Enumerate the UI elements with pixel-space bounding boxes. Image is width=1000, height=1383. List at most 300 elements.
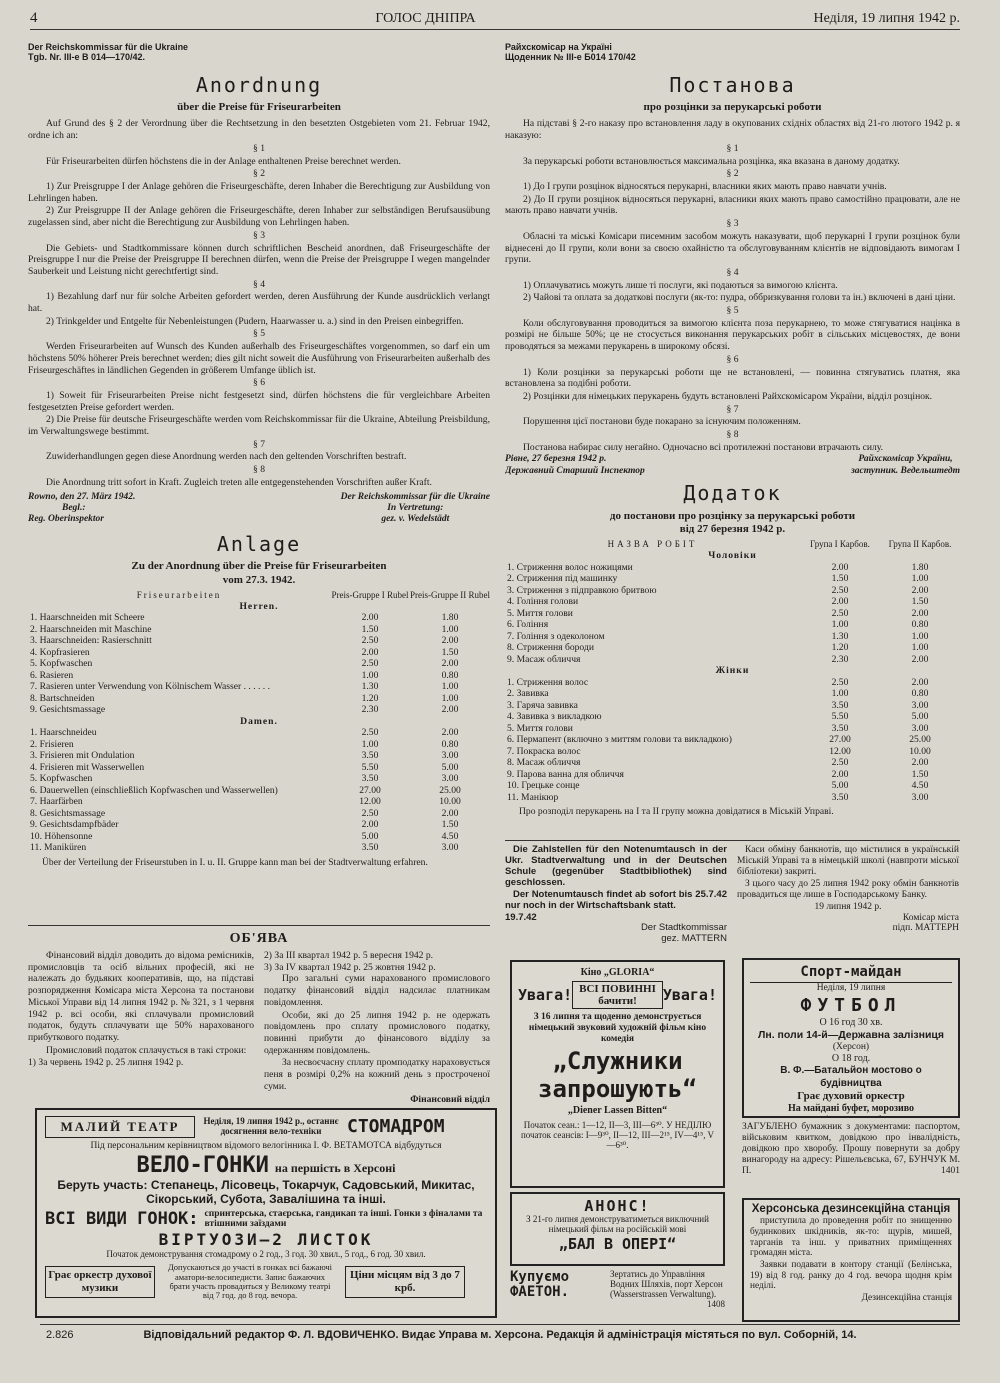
ukrainian-order-column — [505, 42, 960, 837]
german-sig-commissioner: Der Reichskommissar für die Ukraine — [340, 491, 490, 502]
ukrainian-section-4: § 4 — [726, 266, 739, 278]
work-name-cell: 8. Bartschneiden — [30, 692, 95, 704]
table-row — [505, 792, 960, 804]
announcement-term: 3) За IV квартал 1942 р. 25 жовтня 1942 р. — [264, 961, 436, 973]
column-header-work: НАЗВА РОБІТ — [607, 539, 698, 550]
german-paragraph: 2) Zur Preisgruppe II der Anlage gehören die Friseurgeschäfte, deren Inhaber zur selbständigen Berufsausübung zugelassen sind, aber nicht die Berechtigung zur Ausbildung von Lehrlingen haben. — [28, 205, 490, 229]
disinfection-title: Херсонська дезинсекційна станція — [751, 1203, 951, 1215]
table-row — [505, 780, 960, 792]
announcement-text: Про загальні суми нарахованого промислового податку фінансовий відділ надсилає платникам повідомлення. — [264, 973, 490, 1008]
table-row — [28, 658, 490, 670]
announcement-text: Промисловий податок сплачується в такі строки: — [46, 1044, 247, 1056]
announcement-text: Особи, які до 25 липня 1942 р. не одержать повідомлень про сплату промислового податку, повинні прибути до фінансового відділу за одержанням повідомлень. — [264, 1009, 490, 1056]
anons-text: З 21-го липня демонструватиметься виключний німецький фільм на російській мові — [526, 1214, 709, 1235]
dodatok-table-body — [505, 550, 960, 803]
work-name-cell: 4. Завивка з викладкою — [507, 711, 602, 723]
dodatok-price-table — [505, 540, 960, 803]
work-name-cell: 9. Gesichtsdampfbäder — [30, 819, 119, 831]
german-paragraph: 2) Trinkgelder und Entgelte für Nebenleistungen (Pudern, Haarwasser u. a.) sind in den Preisen einbegriffen. — [46, 315, 464, 327]
price-cell: 5.00 — [831, 780, 849, 792]
price-cell: 2.00 — [831, 596, 849, 608]
lost-wallet-ad — [742, 1122, 960, 1194]
work-name-cell: 3. Frisieren mit Ondulation — [30, 750, 135, 762]
ukrainian-signature — [505, 454, 960, 477]
price-cell: 2.30 — [831, 653, 849, 665]
film-title-ukrainian: „Служники запрошують“ — [538, 1047, 697, 1103]
price-cell: 27.00 — [359, 784, 381, 796]
sport-buffet: На майдані буфет, морозиво — [787, 1103, 915, 1115]
race-times: Початок демонстрування стомадрому о 2 год., 3 год. 30 хвил., 5 год., 6 год. 30 хвил. — [106, 1249, 426, 1260]
table-row — [28, 819, 490, 831]
anons-film: „БАЛ В ОПЕРІ“ — [558, 1235, 677, 1254]
price-cell: 1.50 — [911, 596, 929, 608]
german-paragraph: 1) Bezahlung darf nur für solche Arbeiten gefordert werden, deren Ausführung der Kunde ausdrücklich verlangt hat. — [28, 291, 490, 315]
price-cell: 1.20 — [361, 692, 379, 704]
ukrainian-paragraph: Постанова набирає силу негайно. Одночасно всі протилежні постанови втрачають силу. — [523, 441, 883, 453]
phaeton-code: 1408 — [707, 1298, 725, 1309]
ukrainian-section-1: § 1 — [726, 142, 739, 154]
german-order-column — [28, 42, 490, 922]
column-header-work: Friseurarbeiten — [136, 589, 222, 600]
football-title: ФУТБОЛ — [800, 994, 902, 1016]
price-cell: 1.30 — [831, 630, 849, 642]
table-group-row — [505, 665, 960, 677]
ukrainian-sig-commissioner: Райхскомісар України, — [858, 454, 953, 465]
work-name-cell: 2. Haarschneiden mit Maschine — [30, 623, 152, 635]
sport-title: Спорт-майдан — [750, 964, 952, 983]
table-row — [505, 711, 960, 723]
sport-ad — [742, 958, 960, 1118]
ukrainian-issuer-number: Щоденник № III-е Б014 170/42 — [505, 52, 636, 63]
work-name-cell: 9. Масаж обличчя — [507, 653, 581, 665]
table-row — [28, 842, 490, 854]
exchange-ua-signature-name: підп. МАТТЕРН — [892, 923, 959, 934]
price-cell: 0.80 — [441, 738, 459, 750]
cinema-gloria-ad — [510, 960, 725, 1188]
german-paragraph: Die Anordnung tritt sofort in Kraft. Zugleich treten alle entgegenstehenden Vorschriften außer Kraft. — [46, 476, 432, 488]
price-cell: 1.00 — [361, 738, 379, 750]
table-row — [28, 693, 490, 705]
price-cell: 1.00 — [911, 630, 929, 642]
announcement-term: 1) За червень 1942 р. 25 липня 1942 р. — [28, 1057, 184, 1069]
ukrainian-issuer-line: Райхскомісар на Україні — [505, 42, 612, 52]
work-name-cell: 6. Гоління — [507, 619, 549, 631]
anlage-price-table — [28, 591, 490, 854]
work-name-cell: 5. Kopfwaschen — [30, 773, 93, 785]
work-name-cell: 8. Масаж обличчя — [507, 757, 581, 769]
german-paragraph: 1) Zur Preisgruppe I der Anlage gehören die Friseurgeschäfte, deren Inhaber die Berechtigung zur Ausbildung von Lehrlingen haben. — [28, 181, 490, 204]
price-cell: 1.50 — [441, 819, 459, 831]
work-name-cell: 10. Höhensonne — [30, 830, 93, 842]
work-name-cell: 2. Frisieren — [30, 738, 74, 750]
german-sig-certified: Begl.: — [62, 502, 86, 513]
race-date: Неділя, 19 липня 1942 р., останнє досягнення вело-техніки — [203, 1116, 339, 1136]
price-cell: 2.00 — [911, 653, 929, 665]
race-entry: Допускаються до участі в гонках всі бажаючі аматори-велосипедисти. Запис бажаючих брати участь провадиться у Великому театрі від 7 год. до 8 год. вечора. — [168, 1262, 332, 1301]
work-name-cell: 3. Haarschneiden: Rasierschnitt — [30, 635, 152, 647]
anlage-note: Über der Verteilung der Friseurstuben in I. u. II. Gruppe kann man bei der Stadtverwaltung erfahren. — [42, 856, 428, 868]
dodatok-title: Додаток — [683, 481, 782, 506]
must-see-box: ВСІ ПОВИННІ бачити! — [572, 981, 663, 1009]
work-name-cell: 1. Haarschneideu — [30, 727, 97, 739]
price-cell: 2.50 — [831, 757, 849, 769]
price-cell: 3.50 — [361, 842, 379, 854]
table-row — [505, 734, 960, 746]
table-row — [505, 769, 960, 781]
newspaper-title: ГОЛОС ДНІПРА — [375, 10, 476, 26]
table-row — [505, 757, 960, 769]
announcement-left — [28, 950, 254, 1105]
ukrainian-paragraph: 2) До II групи розцінок відносяться перукарні, власники яких мають право самостійно працювати, але не мають право навчати учнів. — [505, 193, 960, 217]
page-header — [30, 10, 960, 30]
exchange-de-signature-name: gez. MATTERN — [661, 933, 727, 945]
table-row — [505, 654, 960, 666]
work-name-cell: 7. Покраска волос — [507, 745, 581, 757]
exchange-notice — [505, 840, 960, 950]
table-group-row — [505, 550, 960, 562]
ukrainian-issuer — [505, 42, 960, 63]
table-header-row — [505, 540, 960, 550]
column-header-group-1: Група I Карбов. — [810, 539, 870, 550]
price-cell: 2.00 — [831, 561, 849, 573]
work-name-cell: 8. Стриження бороди — [507, 642, 594, 654]
work-name-cell: 3. Гаряча завивка — [507, 699, 578, 711]
anlage-table-body — [28, 601, 490, 854]
price-cell: 1.00 — [441, 681, 459, 693]
announcement-right — [264, 950, 490, 1105]
german-signature — [28, 492, 490, 526]
price-cell: 3.50 — [361, 750, 379, 762]
exchange-de-date: 19.7.42 — [505, 911, 537, 923]
work-name-cell: 7. Haarfärben — [30, 796, 83, 808]
price-cell: 2.00 — [361, 646, 379, 658]
price-cell: 3.50 — [361, 773, 379, 785]
price-cell: 0.80 — [911, 619, 929, 631]
disinfection-text: приступила до проведення робіт по знищенню будинкових шкідників, як-то: щурів, мишей, тарганів та інш. у приватних приміщеннях громадян міста. — [750, 1216, 952, 1259]
theatre-name: МАЛИЙ ТЕАТР — [45, 1116, 195, 1138]
ukrainian-paragraph: За перукарські роботи встановлюється максимальна розцінка, яка вказана в даному додатку. — [523, 155, 900, 167]
price-cell: 3.00 — [911, 699, 929, 711]
ukrainian-paragraph: Порушення цієї постанови буде покарано за існуючим положенням. — [523, 416, 801, 428]
table-row — [505, 631, 960, 643]
announcement-text: Фінансовий відділ доводить до відома ремісників, промисловців та осіб вільних професій, які не належать до будьяких кооперативів, що, на підставі розпорядження Комісара міста Херсона та постанови Міської Управи від 14 липня 1942 р. № 321, з 1 червня 1942 р. всі особи, які сплачували промисловий податок, будуть сплачувати ще 50% нарахованого прибуткового податку. — [28, 950, 254, 1043]
imprint: Відповідальний редактор Ф. Л. ВДОВИЧЕНКО. Видає Управа м. Херсона. Редакція й адміністрація містяться по вул. Соборній, 14. — [143, 1329, 857, 1341]
anons-title: АНОНС! — [584, 1197, 651, 1215]
work-name-cell: 9. Gesichtsmassage — [30, 704, 106, 716]
anons-ad — [510, 1192, 725, 1266]
ukrainian-paragraph: 1) Коли розцінки за перукарські роботи ще не встановлені, — повинна стягуватись платня, яка встановлена за подібні роботи. — [505, 366, 960, 390]
exchange-ua-date: 19 липня 1942 р. — [814, 901, 882, 912]
work-name-cell: 11. Манікюр — [507, 791, 559, 803]
table-row — [505, 619, 960, 631]
price-cell: 10.00 — [439, 796, 461, 808]
table-group-row — [28, 716, 490, 728]
exchange-de-signature: Der Stadtkommissar — [640, 922, 727, 934]
price-cell: 3.50 — [831, 699, 849, 711]
price-cell: 1.50 — [831, 573, 849, 585]
ukrainian-paragraph: Обласні та міські Комісари писемним засобом можуть наказувати, щоб перукарні I групи розцінок були віднесені до II групи, коли вони за своєю охайністю та обслуговуванням клієнтів не відповідають вимогам I групи. — [505, 230, 960, 266]
exchange-notice-german — [505, 845, 727, 945]
table-row — [28, 785, 490, 797]
price-cell: 5.00 — [441, 761, 459, 773]
ukrainian-order-title: Постанова — [669, 72, 796, 97]
dodatok-date: від 27 березня 1942 р. — [679, 523, 786, 536]
dodatok-subtitle: до постанови про розцінку за перукарські роботи — [609, 509, 856, 522]
race-kinds: спринтерська, стаєрська, гандикап та інші. Гонки з фіналами та втішними заїздами — [204, 1208, 483, 1230]
announcement-title: ОБ'ЯВА — [229, 931, 289, 946]
prices-box: Ціни місцям від 3 до 7 крб. — [345, 1266, 465, 1299]
work-name-cell: 4. Frisieren mit Wasserwellen — [30, 761, 145, 773]
orchestra-box: Грає оркестр духової музики — [45, 1266, 155, 1299]
price-cell: 5.50 — [361, 761, 379, 773]
race-kinds-title: ВСІ ВИДИ ГОНОК: — [45, 1209, 199, 1230]
cinema-text: З 16 липня та щоденно демонструється німецький звуковий художній фільм кіно комедія — [528, 1012, 707, 1045]
german-paragraph: Werden Friseurarbeiten auf Wunsch des Kunden außerhalb des Friseurgeschäftes vorgenommen, so darf ein um höchstens 50% höherer Preis berechnet werden; dies gilt nicht soweit die Ausführung von Friseurarbeiten außerhalb des Friseurgeschäftes in ländlichen Gegenden in größerem Umfange üblich ist. — [28, 341, 490, 376]
work-name-cell: 6. Dauerwellen (einschließlich Kopfwaschen und Wasserwellen) — [30, 784, 278, 796]
ukrainian-paragraph: 2) Розцінки для німецьких перукарень будуть встановлені Райхскомісаром України, відділ розцінок. — [523, 390, 933, 402]
work-name-cell: 1. Стриження волос — [507, 676, 589, 688]
price-cell: 12.00 — [359, 796, 381, 808]
price-cell: 2.50 — [831, 584, 849, 596]
tax-announcement — [28, 925, 490, 1105]
german-order-subtitle: über die Preise für Friseurarbeiten — [177, 101, 341, 114]
price-cell: 3.00 — [441, 773, 459, 785]
ukrainian-section-7: § 7 — [726, 403, 739, 415]
price-cell: 2.50 — [361, 727, 379, 739]
work-name-cell: 8. Gesichtsmassage — [30, 807, 106, 819]
velo-race-title: ВЕЛО-ГОНКИ — [136, 1152, 269, 1178]
ukrainian-sig-inspector: Державний Старший Інспектор — [505, 465, 645, 476]
ukrainian-intro: На підставі § 2-го наказу про встановлення ладу в окупованих східніх областях від 21-го лютого 1942 р. я наказую: — [505, 118, 960, 142]
table-row — [505, 585, 960, 597]
work-name-cell: 4. Гоління голови — [507, 596, 579, 608]
german-sig-place: Rowno, den 27. März 1942. — [28, 491, 136, 502]
announcement-term: 2) За III квартал 1942 р. 5 вересня 1942 р. — [264, 950, 434, 962]
table-row — [28, 670, 490, 682]
page-number: 4 — [30, 9, 38, 26]
price-cell: 2.00 — [361, 612, 379, 624]
table-row — [28, 704, 490, 716]
lost-wallet-text: ЗАГУБЛЕНО бумажник з документами: паспортом, військовим квитком, довідкою про інвалідність, довідкою про хворобу. Прошу повернути за добру винагороду на адресу: Рішельєвська, 67, БУНЧУК М. П. — [742, 1122, 960, 1176]
german-issuer-number: Tgb. Nr. III-e B 014—170/42. — [28, 52, 146, 63]
attention-left: Увага! — [518, 986, 573, 1005]
table-row — [28, 796, 490, 808]
ukrainian-paragraph: Коли обслуговування проводиться за вимогою клієнта поза перукарнею, то може стягуватися націнка в розмірі не більше 50%; це не стосується виконання перукарських робіт в сільських місцевостях, де вони проводяться за межами перукарень в широкому обсязі. — [505, 317, 960, 353]
price-cell: 3.00 — [441, 842, 459, 854]
german-paragraph: 2) Die Preise für deutsche Friseurgeschäfte werden vom Reichskommissar für die Ukraine, Abteilung Preisbildung, im Verwaltungswege bestimmt. — [28, 414, 490, 438]
column-header-group-2: Група II Карбов. — [888, 539, 952, 550]
german-paragraph: 1) Soweit für Friseurarbeiten Preise nicht festgesetzt sind, dürfen höchstens die für vergleichbare Arbeiten festgesetzten Preise gefordert werden. — [28, 389, 490, 413]
table-row — [28, 647, 490, 659]
disinfection-signature: Дезинсекційна станція — [861, 1293, 952, 1304]
group-label: Жінки — [715, 665, 750, 677]
price-cell: 2.00 — [441, 727, 459, 739]
german-paragraph: Für Friseurarbeiten dürfen höchstens die in der Anlage enthaltenen Preise berechnet werden. — [46, 155, 401, 167]
price-cell: 4.50 — [441, 830, 459, 842]
price-cell: 2.00 — [911, 757, 929, 769]
work-name-cell: 4. Kopfrasieren — [30, 646, 90, 658]
german-sig-name: gez. v. Wedelstädt — [381, 514, 450, 525]
price-cell: 2.00 — [911, 607, 929, 619]
price-cell: 1.50 — [361, 623, 379, 635]
table-row — [505, 562, 960, 574]
price-cell: 2.00 — [361, 819, 379, 831]
price-cell: 1.00 — [831, 688, 849, 700]
column-header-group-2: Preis-Gruppe II Rubel — [410, 589, 490, 600]
work-name-cell: 5. Миття голови — [507, 607, 573, 619]
price-cell: 3.00 — [911, 722, 929, 734]
price-cell: 10.00 — [909, 745, 931, 757]
price-cell: 5.00 — [911, 711, 929, 723]
race-organizer: Під персональним керівництвом відомого велогінника І. Ф. ВЕТАМОТСА відбудуться — [90, 1140, 442, 1151]
phaeton-title: Купуємо ФАЕТОН. — [510, 1270, 570, 1301]
table-row — [505, 608, 960, 620]
group-label: Damen. — [240, 715, 278, 727]
exchange-ua-text-2: З цього часу до 25 липня 1942 року обмін банкнотів провадиться ще лише в Господарському Банку. — [737, 878, 959, 900]
price-cell: 2.50 — [831, 607, 849, 619]
price-cell: 2.00 — [911, 584, 929, 596]
german-sig-deputy: In Vertretung: — [387, 502, 444, 513]
work-name-cell: 7. Гоління з одеколоном — [507, 630, 605, 642]
ukrainian-paragraph: 1) Оплачуватись можуть лише ті послуги, які подаються за вимогою клієнта. — [523, 279, 838, 291]
disinfection-text-2: Заявки подавати в контору станції (Белінська, 19) від 8 год. ранку до 4 год. вечора щодня крім неділі. — [750, 1259, 952, 1292]
match-1-time: О 16 год 30 хв. — [819, 1016, 883, 1028]
work-name-cell: 7. Rasieren unter Verwendung von Kölnischem Wasser . . . . . . — [30, 681, 271, 693]
german-section-5: § 5 — [253, 328, 265, 340]
ukrainian-paragraph: 2) Чайові та оплата за додаткові послуги (як-то: пудра, оббризкування голови та ін.) включені в дані ціни. — [523, 292, 956, 304]
price-cell: 2.30 — [361, 704, 379, 716]
table-row — [505, 688, 960, 700]
announcement-signature: Фінансовий відділ — [410, 1093, 490, 1105]
sport-band: Грає духовий оркестр — [797, 1089, 905, 1102]
table-group-row — [28, 601, 490, 613]
sport-prices — [750, 1115, 952, 1118]
match-1: Лн. поли 14-й—Державна залізниця — [757, 1028, 944, 1041]
velo-race-ad — [35, 1108, 497, 1318]
german-section-6: § 6 — [253, 377, 265, 389]
price-cell: 2.50 — [361, 635, 379, 647]
ukrainian-section-3: § 3 — [726, 218, 739, 230]
ukrainian-signature-right — [851, 454, 960, 477]
price-cell: 2.00 — [441, 635, 459, 647]
german-signature-right — [341, 492, 490, 526]
table-row — [505, 573, 960, 585]
german-intro: Auf Grund des § 2 der Verordnung über die Rechtsetzung in den besetzten Ostgebieten vom 21. Februar 1942, ordne ich an: — [28, 118, 490, 142]
price-cell: 3.00 — [441, 750, 459, 762]
ukrainian-sig-deputy: заступник. Ведельштедт — [851, 465, 960, 476]
table-row — [28, 739, 490, 751]
group-label: Herren. — [239, 600, 279, 612]
german-paragraph: Die Gebiets- und Stadtkommissare können durch schriftlichen Bescheid anordnen, daß Friseurgeschäfte der Preisgruppe I nur die Preise der Preisgruppe II berechnen dürfen, wenn die Preise der Preisgruppe I wegen mangelnder Sauberkeit und Leistung nicht gerechtfertigt sind. — [28, 242, 490, 277]
work-name-cell: 10. Грецьке сонце — [507, 780, 580, 792]
table-row — [28, 750, 490, 762]
price-cell: 12.00 — [829, 745, 851, 757]
table-row — [28, 773, 490, 785]
price-cell: 1.00 — [831, 619, 849, 631]
column-header-group-1: Preis-Gruppe I Rubel — [331, 589, 409, 600]
ukrainian-section-5: § 5 — [726, 305, 739, 317]
price-cell: 2.50 — [361, 658, 379, 670]
price-cell: 5.50 — [831, 711, 849, 723]
match-1-city: (Херсон) — [832, 1041, 870, 1052]
price-cell: 1.00 — [361, 669, 379, 681]
german-section-2: § 2 — [253, 168, 265, 180]
ukrainian-sig-place: Рівне, 27 березня 1942 р. — [505, 454, 607, 465]
lost-wallet-code: 1401 — [941, 1165, 960, 1176]
price-cell: 0.80 — [441, 669, 459, 681]
race-virtuosi: ВІРТУОЗИ—2 ЛИСТОК — [158, 1229, 374, 1249]
german-section-1: § 1 — [253, 142, 265, 154]
anlage-date: vom 27.3. 1942. — [222, 573, 296, 586]
ukrainian-paragraph: 1) До I групи розцінок відносяться перукарні, власники яких мають право навчати учнів. — [523, 181, 887, 192]
table-row — [28, 612, 490, 624]
work-name-cell: 11. Maniküren — [30, 842, 87, 854]
phaeton-ad — [510, 1270, 725, 1322]
ukrainian-order-subtitle: про розцінки за перукарські роботи — [643, 101, 822, 114]
german-order-title: Anordnung — [195, 72, 323, 97]
german-section-7: § 7 — [253, 438, 265, 450]
attention-right: Увага! — [662, 986, 717, 1005]
german-issuer — [28, 42, 490, 63]
ukrainian-section-2: § 2 — [726, 168, 739, 180]
work-name-cell: 2. Завивка — [507, 688, 549, 700]
disinfection-ad — [742, 1198, 960, 1322]
table-header-row — [28, 591, 490, 601]
table-row — [505, 677, 960, 689]
price-cell: 2.00 — [441, 658, 459, 670]
price-cell: 1.50 — [911, 768, 929, 780]
table-row — [505, 642, 960, 654]
work-name-cell: 1. Haarschneiden mit Scheere — [30, 612, 145, 624]
announcement-text: За несвоєчасну сплату промподатку нараховується пеня в розмірі 0,2% на кожний день з простроченої суми. — [264, 1057, 490, 1092]
price-cell: 3.50 — [831, 722, 849, 734]
work-name-cell: 3. Стриження з підправкою бритвою — [507, 584, 657, 596]
price-cell: 25.00 — [439, 784, 461, 796]
match-2: В. Ф.—Батальйон мостово о будівництва — [780, 1065, 922, 1089]
work-name-cell: 9. Парова ванна для обличчя — [507, 768, 624, 780]
price-cell: 1.00 — [441, 623, 459, 635]
table-row — [505, 723, 960, 735]
german-section-4: § 4 — [253, 278, 265, 290]
german-paragraph: Zuwiderhandlungen gegen diese Anordnung werden nach den geltenden Vorschriften bestraft. — [46, 451, 407, 463]
table-row — [28, 831, 490, 843]
sport-date: Неділя, 19 липня — [816, 983, 886, 994]
work-name-cell: 6. Пермапент (включно з миттям голови та викладкою) — [507, 734, 732, 746]
ukrainian-section-8: § 8 — [726, 429, 739, 441]
work-name-cell: 5. Kopfwaschen — [30, 658, 93, 670]
price-cell: 1.20 — [831, 642, 849, 654]
price-cell: 1.00 — [441, 692, 459, 704]
dodatok-note: Про розподіл перукарень на I та II групу можна довідатися в Міській Управі. — [519, 806, 834, 818]
exchange-notice-ukrainian — [737, 845, 959, 945]
exchange-de-text: Die Zahlstellen für den Notenumtausch in der Ukr. Stadtverwaltung und in der Deutschen Schule (gegenüber Stadtbibliothek) sind geschlossen. — [505, 844, 727, 888]
price-cell: 1.00 — [911, 573, 929, 585]
price-cell: 5.00 — [361, 830, 379, 842]
price-cell: 4.50 — [911, 780, 929, 792]
german-section-3: § 3 — [253, 229, 265, 241]
table-row — [28, 727, 490, 739]
price-cell: 3.50 — [831, 791, 849, 803]
velo-race-subtitle: на першість в Херсоні — [274, 1160, 396, 1175]
price-cell: 25.00 — [909, 734, 931, 746]
ukrainian-signature-left — [505, 454, 645, 477]
price-cell: 1.30 — [361, 681, 379, 693]
price-cell: 0.80 — [911, 688, 929, 700]
table-row — [505, 596, 960, 608]
price-cell: 3.00 — [911, 791, 929, 803]
price-cell: 1.80 — [441, 612, 459, 624]
german-sig-inspector: Reg. Oberinspektor — [28, 514, 104, 525]
